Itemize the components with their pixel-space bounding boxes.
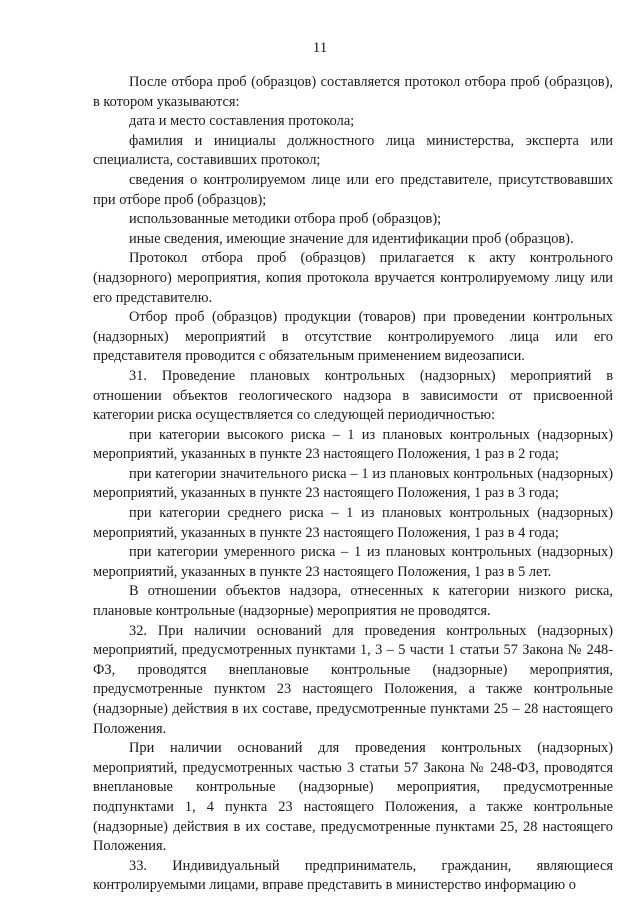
paragraph-item-31: 31. Проведение плановых контрольных (надзорных) мероприятий в отношении объектов геологического надзора в зависимости от присвоенной категории риска осуществляется со следующей периодичностью: (93, 367, 613, 424)
list-item-medium-risk: при категории среднего риска – 1 из плановых контрольных (надзорных) мероприятий, указанных в пункте 23 настоящего Положения, 1 раз в 4 года; (93, 505, 613, 541)
list-item-significant-risk: при категории значительного риска – 1 из плановых контрольных (надзорных) мероприятий, указанных в пункте 23 настоящего Положения, 1 раз в 3 года; (93, 465, 613, 502)
list-item-high-risk: при категории высокого риска – 1 из плановых контрольных (надзорных) мероприятий, указанных в пункте 23 настоящего Положения, 1 раз в 2 года; (93, 426, 613, 463)
paragraph-item-33: 33. Индивидуальный предприниматель, гражданин, являющиеся контролируемыми лицами, вправе представить в министерство информацию о (93, 857, 613, 894)
list-item-controlled-person: сведения о контролируемом лице или его представителе, присутствовавших при отборе проб (образцов); (93, 171, 613, 208)
list-item-methods: использованные методики отбора проб (образцов); (129, 211, 442, 228)
paragraph-low-risk: В отношении объектов надзора, отнесенных к категории низкого риска, плановые контрольные (надзорные) мероприятия не проводятся. (93, 583, 613, 620)
document-body (93, 73, 613, 896)
list-item-official-name: фамилия и инициалы должностного лица министерства, эксперта или специалиста, составивших протокол; (93, 132, 613, 169)
page-number: 11 (312, 40, 328, 56)
paragraph-protocol-intro: После отбора проб (образцов) составляется протокол отбора проб (образцов), в котором указываются: (93, 74, 613, 110)
paragraph-video-recording: Отбор проб (образцов) продукции (товаров) при проведении контрольных (надзорных) мероприятий в отсутствие контролируемого лица или его представителя проводится с обязательным применением видеозаписи. (93, 309, 613, 365)
list-item-other-info: иные сведения, имеющие значение для идентификации проб (образцов). (129, 230, 574, 247)
list-item-moderate-risk: при категории умеренного риска – 1 из плановых контрольных (надзорных) мероприятий, указанных в пункте 23 настоящего Положения, 1 раз в 5 лет. (93, 544, 613, 580)
paragraph-part-3-grounds: При наличии оснований для проведения контрольных (надзорных) мероприятий, предусмотренных частью 3 статьи 57 Закона № 248-ФЗ, проводятся внеплановые контрольные (надзорные) мероприятия, предусмотренные подпунктами 1, 4 пункта 23 настоящего Положения, а также контрольные (надзорные) действия в их составе, предусмотренные пунктами 25, 28 настоящего Положения. (93, 740, 613, 855)
list-item-date-place: дата и место составления протокола; (129, 113, 355, 130)
paragraph-item-32: 32. При наличии оснований для проведения контрольных (надзорных) мероприятий, предусмотренных пунктами 1, 3 – 5 части 1 статьи 57 Закона № 248-ФЗ, проводятся внеплановые контрольные (надзорные) мероприятия, предусмотренные пунктом 23 настоящего Положения, а также контрольные (надзорные) действия в их составе, предусмотренные пунктами 25 – 28 настоящего Положения. (93, 622, 613, 737)
paragraph-protocol-attachment: Протокол отбора проб (образцов) прилагается к акту контрольного (надзорного) мероприятия, копия протокола вручается контролируемому лицу или его представителю. (93, 250, 613, 306)
